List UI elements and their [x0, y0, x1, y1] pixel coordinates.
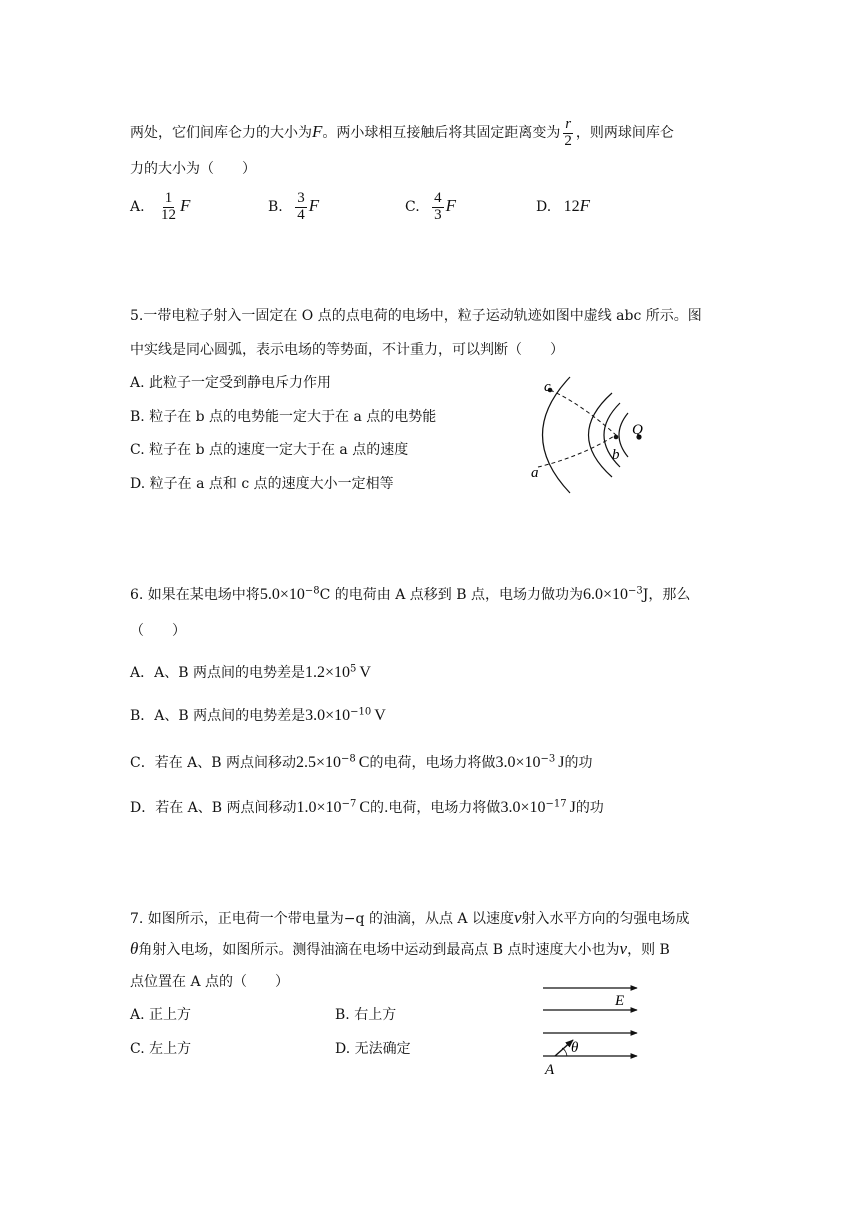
- option-text: A．A、B 两点间的电势差是: [130, 665, 305, 681]
- option-letter: C.: [405, 199, 420, 215]
- equipotential-arc-2: [589, 393, 613, 477]
- q7-text-c: 角射入电场，如图所示。测得油滴在电场中运动到最高点 B 点时速度大小也为: [138, 942, 620, 958]
- label-theta: θ: [571, 1040, 579, 1056]
- charge-exponent: −8: [304, 585, 320, 597]
- q7-text-a: 7. 如图所示，正电荷一个带电量为−q 的油滴，从点 A 以速度: [130, 911, 514, 927]
- q4-stem-post: ，则两球间库仑: [575, 125, 674, 141]
- label-a: a: [531, 465, 539, 481]
- q6-stem-b: C 的电荷由 A 点移到 B 点，电场力做功为: [319, 587, 583, 603]
- var-theta: θ: [130, 939, 139, 958]
- frac-denominator: 3: [434, 206, 442, 223]
- work-exponent: −3: [540, 753, 556, 765]
- q4-option-b: [268, 188, 319, 225]
- q7-text-b: 射入水平方向的匀强电场成: [521, 911, 690, 927]
- q5-option-b: B. 粒子在 b 点的电势能一定大于在 a 点的电势能: [130, 409, 437, 425]
- frac-numerator: r: [565, 115, 572, 132]
- var-v: v: [619, 939, 628, 958]
- q7-option-b: B. 右上方: [335, 1007, 397, 1023]
- charge-mantissa: 5.0×10: [259, 586, 305, 603]
- label-E: E: [615, 993, 625, 1009]
- q6-stem-line1: [130, 584, 690, 604]
- work-exponent: −17: [545, 798, 567, 810]
- option-text: B．A、B 两点间的电势差是: [130, 708, 306, 724]
- q4-stem-pre: 两处，它们间库仑力的大小为: [130, 125, 312, 141]
- value-exponent: −10: [350, 706, 372, 718]
- q5-option-d: D. 粒子在 a 点和 c 点的速度大小一定相等: [130, 476, 394, 492]
- work-unit: J: [558, 754, 565, 771]
- option-letter: A.: [130, 199, 145, 215]
- frac-numerator: 3: [297, 189, 305, 206]
- q4-option-a: [130, 188, 190, 225]
- label-c: c: [544, 379, 551, 395]
- value-mantissa: 1.2×10: [304, 664, 350, 681]
- q4-stem-line2: 力的大小为（ ）: [130, 161, 256, 177]
- value-unit: V: [359, 664, 371, 681]
- q5-option-c: C. 粒子在 b 点的速度一定大于在 a 点的速度: [130, 442, 409, 458]
- charge-exponent: −8: [341, 753, 356, 765]
- option-fraction: [295, 191, 307, 224]
- q7-uniform-field-figure: [535, 980, 645, 1080]
- q4-option-c: [405, 188, 456, 225]
- option-fraction: [432, 191, 444, 224]
- q5-stem-line2: 中实线是同心圆弧，表示电场的等势面，不计重力，可以判断（ ）: [130, 342, 564, 358]
- q6-stem-c: J，那么: [642, 587, 691, 603]
- q7-option-c: C. 左上方: [130, 1041, 192, 1057]
- frac-denominator: 2: [564, 132, 572, 149]
- work-mantissa: 3.0×10: [495, 754, 541, 771]
- q4-stem-line1: [130, 112, 674, 153]
- frac-numerator: 1: [164, 189, 173, 206]
- point-b-dot: [614, 435, 619, 440]
- charge-unit: C: [358, 754, 370, 771]
- q7-option-d: D. 无法确定: [335, 1041, 411, 1057]
- q7-option-a: A. 正上方: [130, 1007, 192, 1023]
- q6-option-a: [130, 662, 371, 682]
- option-text: D．若在 A、B 两点间移动: [130, 800, 297, 816]
- option-text-post: 的功: [575, 800, 604, 816]
- option-var: F: [308, 196, 320, 215]
- q5-stem-line1: 5.一带电粒子射入一固定在 O 点的点电荷的电场中，粒子运动轨迹如图中虚线 abc 所示。图: [130, 308, 702, 324]
- q6-option-b: [130, 705, 386, 725]
- option-text-mid: 的.电荷，电场力将做: [369, 800, 501, 816]
- q5-option-a: A. 此粒子一定受到静电斥力作用: [130, 375, 332, 391]
- label-b: b: [612, 447, 620, 463]
- q6-option-d: [130, 797, 604, 817]
- q4-var-F: F: [312, 122, 323, 141]
- option-value: 12: [563, 198, 580, 215]
- q5-equipotential-figure: [520, 375, 660, 495]
- label-A: A: [545, 1062, 555, 1078]
- q6-stem-line2: （ ）: [130, 623, 186, 639]
- work-mantissa: 3.0×10: [500, 799, 546, 816]
- work-mantissa: 6.0×10: [582, 586, 628, 603]
- equipotential-arc-inner: [619, 413, 628, 457]
- q6-option-c: [130, 752, 592, 772]
- value-exponent: 5: [350, 663, 357, 675]
- label-Q: Q: [632, 422, 643, 438]
- value-unit: V: [374, 707, 386, 724]
- q4-fraction-r-over-2: [562, 117, 574, 150]
- q7-stem-line3: 点位置在 A 点的（ ）: [130, 974, 290, 990]
- value-mantissa: 3.0×10: [305, 707, 351, 724]
- option-text-post: 的功: [564, 755, 593, 771]
- q4-option-d: [536, 196, 590, 216]
- work-exponent: −3: [628, 585, 643, 597]
- option-text: C．若在 A、B 两点间移动: [130, 755, 297, 771]
- q4-stem-mid: 。两小球相互接触后将其固定距离变为: [322, 125, 561, 141]
- q6-stem-a: 6. 如果在某电场中将: [130, 587, 260, 603]
- var-v: v: [513, 908, 522, 927]
- frac-numerator: 4: [434, 189, 442, 206]
- option-var: F: [180, 196, 191, 215]
- option-var: F: [445, 196, 457, 215]
- option-fraction: [159, 191, 178, 224]
- option-letter: B.: [268, 199, 283, 215]
- q7-text-d: ，则 B: [627, 942, 670, 958]
- q7-stem-line1: [130, 908, 690, 928]
- option-var: F: [579, 196, 591, 215]
- charge-exponent: −7: [341, 798, 357, 810]
- frac-denominator: 12: [161, 206, 177, 223]
- work-unit: J: [569, 799, 576, 816]
- charge-unit: C: [359, 799, 370, 816]
- frac-denominator: 4: [297, 206, 305, 223]
- option-text-mid: 的电荷，电场力将做: [369, 755, 496, 771]
- q7-stem-line2: [130, 939, 670, 959]
- charge-mantissa: 2.5×10: [296, 754, 342, 771]
- option-letter: D.: [536, 199, 552, 215]
- charge-mantissa: 1.0×10: [296, 799, 342, 816]
